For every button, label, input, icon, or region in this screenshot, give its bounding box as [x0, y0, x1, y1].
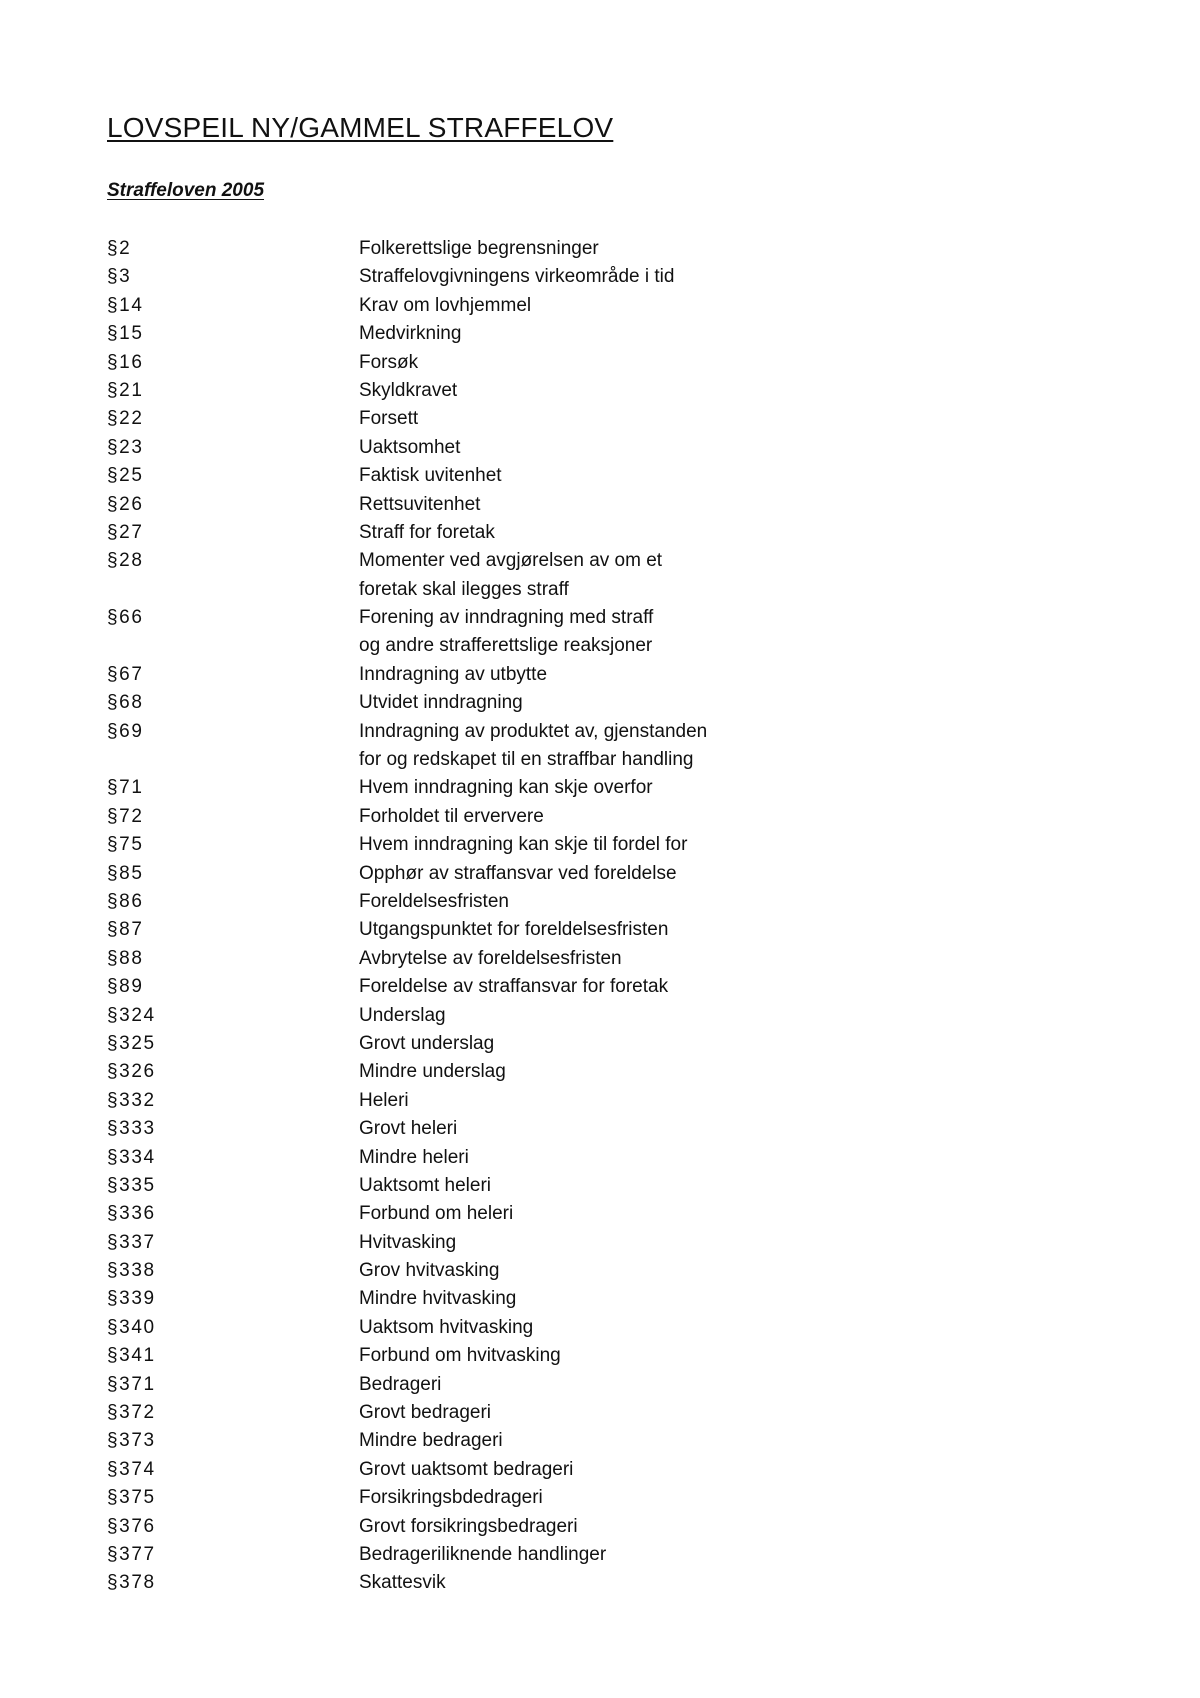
list-item: [107, 1399, 1107, 1427]
section-number: §86: [107, 890, 144, 912]
section-title: Mindre heleri: [359, 1146, 469, 1168]
page-subtitle: Straffeloven 2005: [107, 180, 265, 201]
list-item: [107, 491, 1107, 519]
section-title: Forsøk: [359, 351, 419, 373]
section-number: §371: [107, 1373, 156, 1395]
list-item: [107, 1030, 1107, 1058]
section-number: §340: [107, 1316, 156, 1338]
section-title: Grov hvitvasking: [359, 1260, 500, 1282]
list-item: [107, 746, 1107, 774]
section-title: Forbund om heleri: [359, 1203, 514, 1225]
section-number: §324: [107, 1004, 156, 1026]
section-number: §377: [107, 1543, 156, 1565]
list-item: [107, 434, 1107, 462]
section-number: §66: [107, 607, 144, 629]
list-item: [107, 235, 1107, 263]
section-title: Hvitvasking: [359, 1231, 457, 1253]
section-title: Foreldelsesfristen: [359, 890, 509, 912]
section-number: §333: [107, 1118, 156, 1140]
list-item: [107, 916, 1107, 944]
section-number: §376: [107, 1515, 156, 1537]
section-title: Inndragning av produktet av, gjenstanden: [359, 720, 708, 742]
section-title: og andre strafferettslige reaksjoner: [359, 635, 653, 657]
section-number: §87: [107, 919, 144, 941]
section-title: Foreldelse av straffansvar for foretak: [359, 976, 669, 998]
section-number: §332: [107, 1089, 156, 1111]
section-title: Bedrageri: [359, 1373, 442, 1395]
list-item: [107, 661, 1107, 689]
list-item: [107, 831, 1107, 859]
list-item: [107, 888, 1107, 916]
list-item: [107, 1002, 1107, 1030]
list-item: [107, 1058, 1107, 1086]
page-title: LOVSPEIL NY/GAMMEL STRAFFELOV: [107, 112, 614, 143]
section-number: §67: [107, 663, 144, 685]
section-title: Uaktsom hvitvasking: [359, 1316, 534, 1338]
section-number: §28: [107, 550, 144, 572]
section-number: §88: [107, 947, 144, 969]
section-title: Mindre bedrageri: [359, 1430, 503, 1452]
section-number: §375: [107, 1487, 156, 1509]
list-item: [107, 1427, 1107, 1455]
section-number: §336: [107, 1203, 156, 1225]
list-item: [107, 973, 1107, 1001]
section-number: §372: [107, 1402, 156, 1424]
list-item: [107, 1144, 1107, 1172]
section-number: §2: [107, 238, 132, 259]
section-number: §15: [107, 323, 144, 345]
section-title: Grovt heleri: [359, 1118, 458, 1140]
section-title: Mindre hvitvasking: [359, 1288, 517, 1310]
list-item: [107, 519, 1107, 547]
section-title: foretak skal ilegges straff: [359, 578, 569, 600]
section-title: Mindre underslag: [359, 1061, 506, 1083]
section-title: Grovt bedrageri: [359, 1402, 492, 1424]
list-item: [107, 377, 1107, 405]
list-item: [107, 320, 1107, 348]
list-item: [107, 1229, 1107, 1257]
list-item: [107, 689, 1107, 717]
section-title: Opphør av straffansvar ved foreldelse: [359, 862, 677, 884]
section-number: §85: [107, 862, 144, 884]
section-title: Uaktsomhet: [359, 436, 461, 458]
section-number: §341: [107, 1345, 156, 1367]
section-title: Hvem inndragning kan skje overfor: [359, 777, 653, 799]
list-item: [107, 1342, 1107, 1370]
list-item: [107, 576, 1107, 604]
section-title: Straff for foretak: [359, 521, 495, 543]
list-item: [107, 462, 1107, 490]
section-number: §374: [107, 1458, 156, 1480]
section-title: Grovt underslag: [359, 1032, 495, 1054]
section-number: §16: [107, 351, 144, 373]
section-title: Inndragning av utbytte: [359, 663, 548, 685]
section-title: Faktisk uvitenhet: [359, 465, 502, 487]
section-title: for og redskapet til en straffbar handling: [359, 749, 694, 771]
section-number: §337: [107, 1231, 156, 1253]
list-item: [107, 547, 1107, 575]
list-item: [107, 860, 1107, 888]
section-title: Krav om lovhjemmel: [359, 294, 532, 316]
list-item: [107, 1257, 1107, 1285]
list-item: [107, 1484, 1107, 1512]
list-item: [107, 803, 1107, 831]
list-item: [107, 945, 1107, 973]
section-number: §338: [107, 1260, 156, 1282]
section-title: Grovt uaktsomt bedrageri: [359, 1458, 574, 1480]
list-item: [107, 405, 1107, 433]
section-title: Skyldkravet: [359, 379, 458, 401]
section-title: Bedrageriliknende handlinger: [359, 1543, 607, 1565]
section-number: §325: [107, 1032, 156, 1054]
list-item: [107, 1172, 1107, 1200]
list-item: [107, 1314, 1107, 1342]
list-item: [107, 604, 1107, 632]
section-title: Straffelovgivningens virkeområde i tid: [359, 266, 675, 288]
list-item: [107, 1371, 1107, 1399]
section-title: Underslag: [359, 1004, 446, 1026]
section-number: §3: [107, 266, 132, 288]
section-number: §373: [107, 1430, 156, 1452]
section-title: Utgangspunktet for foreldelsesfristen: [359, 919, 669, 941]
section-number: §72: [107, 805, 144, 827]
section-title: Rettsuvitenhet: [359, 493, 481, 515]
list-item: [107, 1456, 1107, 1484]
list-item: [107, 263, 1107, 291]
section-number: §26: [107, 493, 144, 515]
list-item: [107, 1200, 1107, 1228]
section-number: §14: [107, 294, 144, 316]
section-number: §71: [107, 777, 144, 799]
list-item: [107, 1285, 1107, 1313]
section-number: §23: [107, 436, 144, 458]
list-item: [107, 1115, 1107, 1143]
list-item: [107, 1513, 1107, 1541]
list-item: [107, 632, 1107, 660]
section-title: Avbrytelse av foreldelsesfristen: [359, 947, 622, 969]
section-title: Forsikringsbdedrageri: [359, 1487, 543, 1509]
section-number: §339: [107, 1288, 156, 1310]
section-number: §21: [107, 379, 144, 401]
section-number: §27: [107, 521, 144, 543]
section-number: §378: [107, 1572, 156, 1594]
section-title: Utvidet inndragning: [359, 692, 523, 714]
list-item: [107, 1541, 1107, 1569]
section-number: §89: [107, 976, 144, 998]
list-item: [107, 774, 1107, 802]
section-number: §69: [107, 720, 144, 742]
list-item: [107, 349, 1107, 377]
section-number: §22: [107, 408, 144, 430]
section-number: §68: [107, 692, 144, 714]
section-title: Medvirkning: [359, 323, 462, 345]
list-item: [107, 718, 1107, 746]
section-list: [107, 235, 1107, 1598]
section-title: Skattesvik: [359, 1572, 446, 1594]
section-number: §326: [107, 1061, 156, 1083]
list-item: [107, 1569, 1107, 1597]
list-item: [107, 292, 1107, 320]
section-title: Folkerettslige begrensninger: [359, 238, 599, 259]
section-title: Grovt forsikringsbedrageri: [359, 1515, 578, 1537]
section-title: Forsett: [359, 408, 419, 430]
section-number: §335: [107, 1174, 156, 1196]
section-number: §334: [107, 1146, 156, 1168]
section-title: Heleri: [359, 1089, 409, 1111]
section-title: Momenter ved avgjørelsen av om et: [359, 550, 663, 572]
section-number: §25: [107, 465, 144, 487]
list-item: [107, 1087, 1107, 1115]
section-title: Hvem inndragning kan skje til fordel for: [359, 834, 688, 856]
section-title: Forening av inndragning med straff: [359, 607, 654, 629]
section-title: Forholdet til erververe: [359, 805, 544, 827]
section-title: Uaktsomt heleri: [359, 1174, 491, 1196]
section-number: §75: [107, 834, 144, 856]
section-title: Forbund om hvitvasking: [359, 1345, 561, 1367]
